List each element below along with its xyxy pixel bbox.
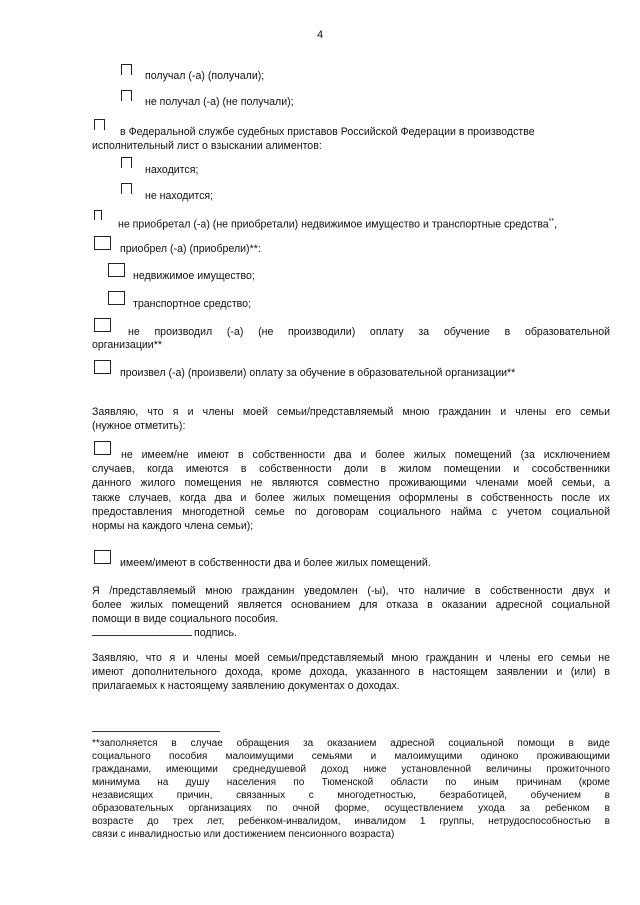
option-not-paid: не производил (-а) (не производили) оплату за обучение в образовательной [128,326,610,338]
checkbox-vehicle[interactable] [108,291,125,305]
signature-line[interactable] [92,625,192,636]
signature-label: подпись. [194,627,237,639]
footnote: **заполняется в случае обращения за оказанием адресной социальной помощи в виде социального пособия малоимущими семьями и малоимущими одиноко проживающими гражданами, имеющими среднедушевой доход ниже установленной величины прожиточного минимума на душу населения по Тюменской области по иным причинам (кроме независящих причин, связанных с многодетностью, безработицей, обучением в образовательных организациях по очной форме, осуществлением ухода за ребенком в возрасте до трех лет, ребенком-инвалидом, инвалидом 1 группы, нетрудоспособностью в связи с инвалидностью или достижением пенсионного возраста) [92,738,610,840]
option-not-received: не получал (-а) (не получали); [145,96,294,108]
option-acquired: приобрел (-а) (приобрели)**: [120,243,261,255]
option-have-housing: имеем/имеют в собственности два и более жилых помещений. [120,557,431,569]
page-number: 4 [316,29,324,41]
option-vehicle: транспортное средство; [133,298,252,310]
option-not-acquired: не приобретал (-а) (не приобретали) недвижимое имущество и транспортные средства**, [118,218,558,231]
checkbox-located[interactable] [121,157,132,168]
option-located: находится; [145,164,199,176]
footnote-separator [92,731,220,732]
fssp-intro-line1: в Федеральной службе судебных приставов Российской Федерации в производстве [120,126,535,138]
option-not-located: не находится; [145,190,214,202]
checkbox-fssp[interactable] [94,119,105,130]
checkbox-paid[interactable] [94,360,111,374]
checkbox-have-housing[interactable] [94,550,111,564]
option-real-estate: недвижимое имущество; [133,270,255,282]
declaration-paragraph-2: Заявляю, что я и члены моей семьи/представляемый мною гражданин и члены его семьи не имеют дополнительного дохода, кроме дохода, указанного в настоящем заявлении и (или) в прилагаемых к настоящему заявлению документах о доходах. [92,652,610,693]
checkbox-received[interactable] [121,64,132,75]
checkbox-acquired[interactable] [94,236,111,250]
checkbox-not-received[interactable] [121,90,132,101]
signature-field [92,625,237,640]
option-received: получал (-а) (получали); [145,70,265,82]
option-paid: произвел (-а) (произвели) оплату за обучение в образовательной организации** [120,367,516,379]
checkbox-not-acquired[interactable] [94,210,102,220]
option-no-housing: не имеем/не имеют в собственности два и более жилых помещений (за исключением случаев, когда имеются в собственности доли в жилом помещении и сособственники данного жилого помещения не являются совместно проживающими членами моей семьи, а также случаев, когда два и более жилых помещения оформлены в собственность после их предоставления многодетной семье по договорам социального найма с учетом социальной нормы на каждого члена семьи); [92,449,610,533]
checkbox-not-located[interactable] [121,183,132,194]
fssp-intro-line2: исполнительный лист о взыскании алиментов: [92,140,322,152]
declaration-paragraph-1: Заявляю, что я и члены моей семьи/представляемый мною гражданин и члены его семьи (нужное отметить): [92,406,610,433]
checkbox-real-estate[interactable] [108,263,125,277]
checkbox-not-paid[interactable] [94,318,111,332]
option-not-paid-line2: организации** [92,339,162,351]
notice-paragraph: Я /представляемый мною гражданин уведомлен (-ы), что наличие в собственности двух и более жилых помещений является основанием для отказа в оказании адресной социальной помощи в виде социального пособия. [92,585,610,626]
